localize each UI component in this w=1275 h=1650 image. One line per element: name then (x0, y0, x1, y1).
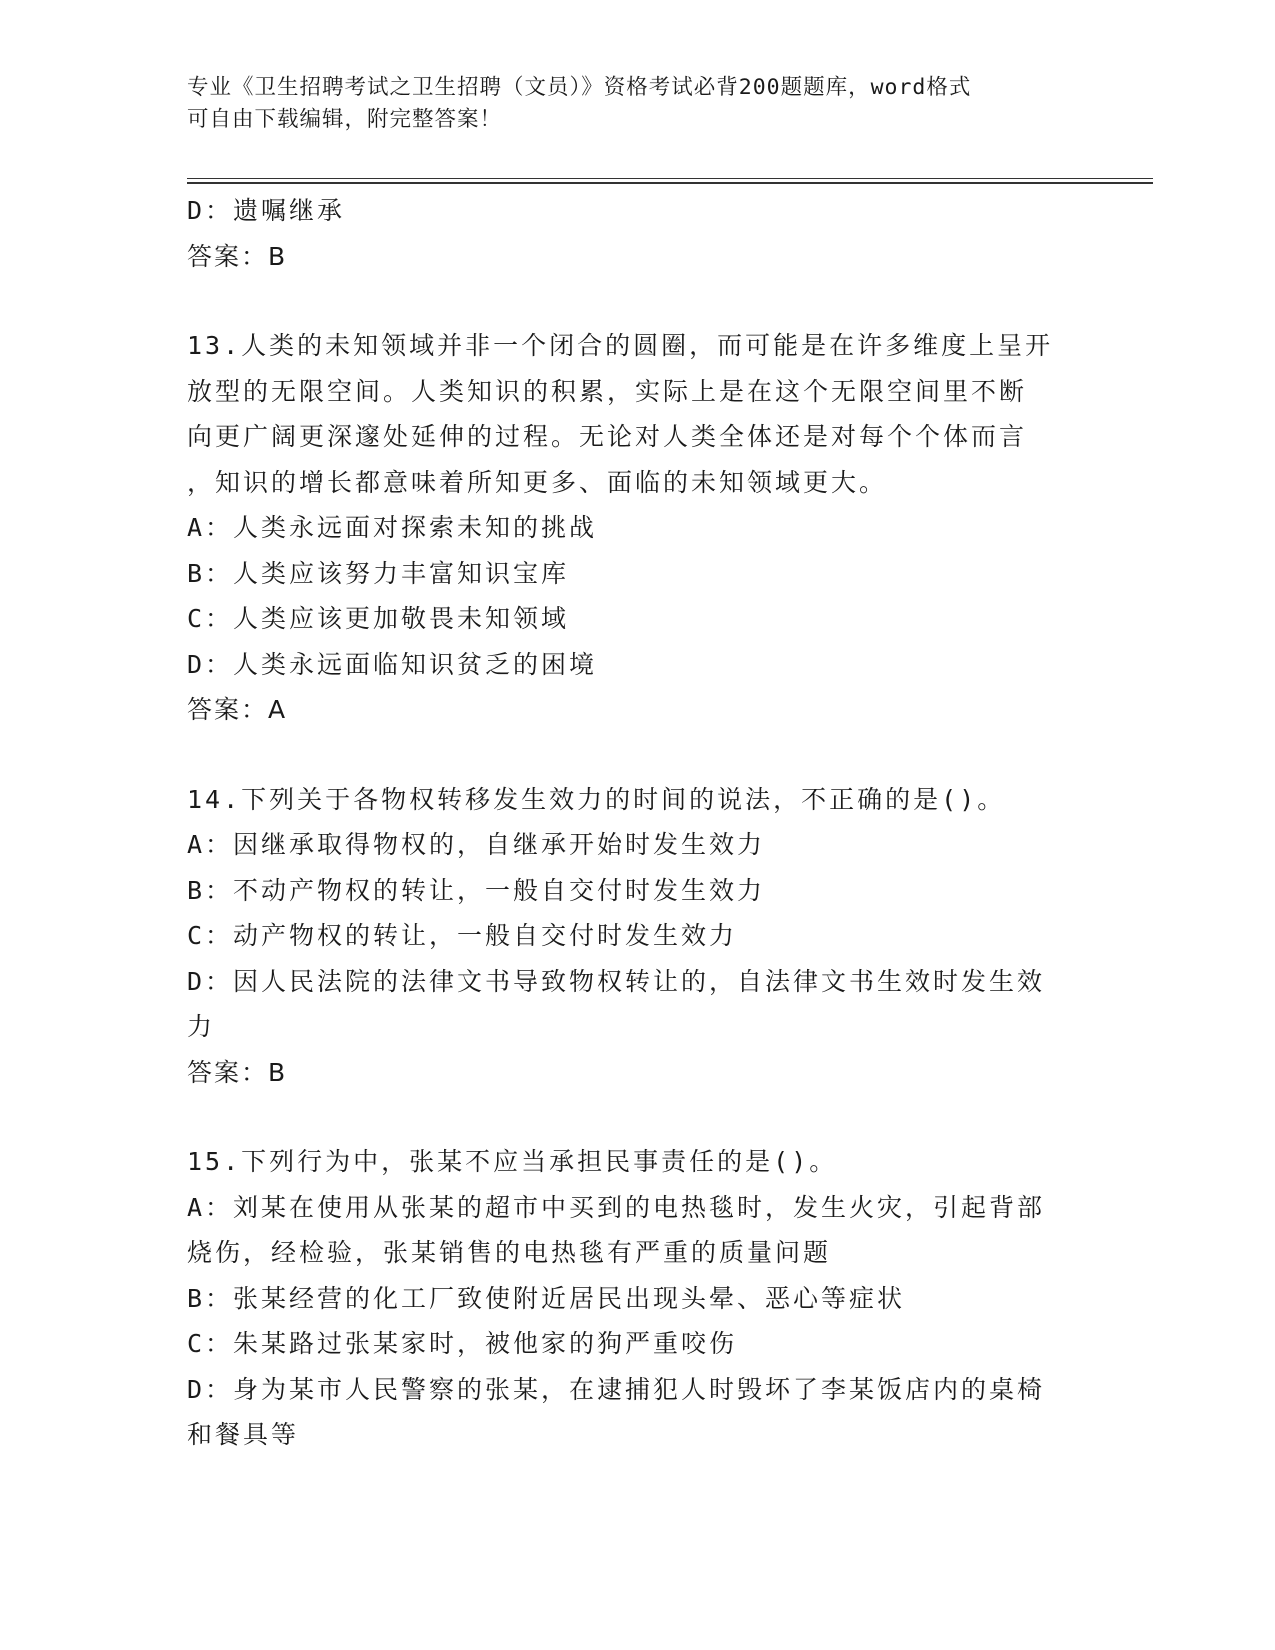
q14-option-d-cont: 力 (187, 1012, 216, 1041)
header-line-1: 专业《卫生招聘考试之卫生招聘（文员）》资格考试必背200题题库，word格式 (187, 75, 972, 100)
prev-answer: 答案：B (187, 241, 288, 271)
q13-stem-line: 放型的无限空间。人类知识的积累，实际上是在这个无限空间里不断 (187, 376, 1028, 406)
q14-option-d: D：因人民法院的法律文书导致物权转让的，自法律文书生效时发生效 (187, 966, 1046, 996)
q13-stem-line: 13.人类的未知领域并非一个闭合的圆圈，而可能是在许多维度上呈开 (187, 331, 1054, 360)
q14-option-b: B：不动产物权的转让，一般自交付时发生效力 (187, 875, 766, 905)
header-line-2: 可自由下载编辑，附完整答案！ (187, 107, 503, 132)
q14-stem: 14.下列关于各物权转移发生效力的时间的说法，不正确的是()。 (187, 784, 1006, 814)
q13-option-c: C：人类应该更加敬畏未知领域 (187, 604, 570, 633)
q15-option-a-cont: 烧伤，经检验，张某销售的电热毯有严重的质量问题 (187, 1238, 832, 1267)
question-14 (187, 777, 1087, 1096)
q15-option-b: B：张某经营的化工厂致使附近居民出现头晕、恶心等症状 (187, 1283, 906, 1313)
q13-stem-line: 向更广阔更深邃处延伸的过程。无论对人类全体还是对每个个体而言 (187, 422, 1028, 451)
spacer (187, 279, 1087, 323)
header-divider (187, 178, 1153, 184)
question-content (187, 188, 1087, 1458)
q15-stem: 15.下列行为中，张某不应当承担民事责任的是()。 (187, 1147, 838, 1176)
q14-option-c: C：动产物权的转让，一般自交付时发生效力 (187, 921, 738, 950)
q15-option-a: A：刘某在使用从张某的超市中买到的电热毯时，发生火灾，引起背部 (187, 1192, 1046, 1222)
spacer (187, 733, 1087, 777)
q15-option-c: C：朱某路过张某家时，被他家的狗严重咬伤 (187, 1329, 738, 1358)
question-13 (187, 323, 1087, 733)
q15-option-d: D：身为某市人民警察的张某，在逮捕犯人时毁坏了李某饭店内的桌椅 (187, 1374, 1046, 1404)
q13-option-d: D：人类永远面临知识贫乏的困境 (187, 649, 598, 679)
q13-option-a: A：人类永远面对探索未知的挑战 (187, 513, 598, 542)
document-header (187, 72, 1067, 136)
prev-option-d: D：遗嘱继承 (187, 196, 346, 225)
q14-answer: 答案：B (187, 1057, 288, 1087)
q15-option-d-cont: 和餐具等 (187, 1420, 300, 1449)
q13-option-b: B：人类应该努力丰富知识宝库 (187, 558, 570, 588)
q14-option-a: A：因继承取得物权的，自继承开始时发生效力 (187, 830, 766, 859)
q13-answer: 答案：A (187, 695, 288, 724)
spacer (187, 1095, 1087, 1139)
q13-stem-line: ，知识的增长都意味着所知更多、面临的未知领域更大。 (187, 467, 888, 497)
question-15 (187, 1139, 1087, 1458)
